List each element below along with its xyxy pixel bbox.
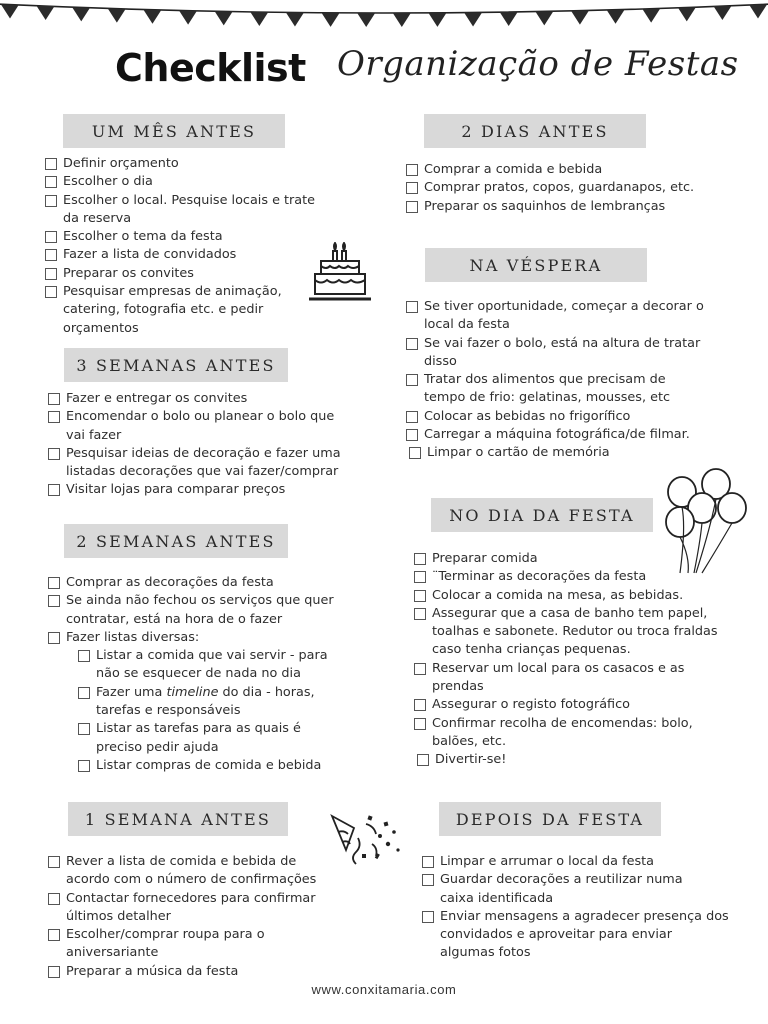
checklist-item[interactable]: Limpar e arrumar o local da festa <box>422 853 742 871</box>
section-header-depois: DEPOIS DA FESTA <box>439 802 661 836</box>
checkbox[interactable] <box>406 338 418 350</box>
checkbox[interactable] <box>48 393 60 405</box>
checkbox[interactable] <box>414 553 426 565</box>
checklist-item[interactable]: Comprar a comida e bebida <box>406 161 736 179</box>
checkbox[interactable] <box>414 608 426 620</box>
checklist-dia-festa <box>414 550 744 770</box>
bunting-flag <box>678 7 696 21</box>
checkbox[interactable] <box>414 590 426 602</box>
bunting-flag <box>143 10 161 24</box>
page-title: Checklist <box>115 46 306 90</box>
checkbox[interactable] <box>78 687 90 699</box>
checklist-item[interactable]: Tratar dos alimentos que precisam de tempo de frio: gelatinas, mousses, etc <box>406 371 736 408</box>
checkbox[interactable] <box>45 158 57 170</box>
bunting-icon <box>0 0 768 40</box>
bunting-flag <box>1 4 19 18</box>
bunting-flag <box>215 11 233 25</box>
checkbox[interactable] <box>45 249 57 261</box>
bunting-flag <box>108 9 126 23</box>
checklist-item[interactable]: Preparar os saquinhos de lembranças <box>406 198 736 216</box>
section-header-um-mes: UM MÊS ANTES <box>63 114 285 148</box>
checklist-item[interactable]: Limpar o cartão de memória <box>406 444 736 462</box>
checklist-item[interactable]: Fazer listas diversas: <box>48 629 366 647</box>
footer-url: www.conxitamaria.com <box>311 982 457 997</box>
checklist-item[interactable]: Definir orçamento <box>45 155 335 173</box>
checkbox[interactable] <box>48 411 60 423</box>
checklist-item[interactable]: ¨Terminar as decorações da festa <box>414 568 744 586</box>
section-header-dia-festa: NO DIA DA FESTA <box>431 498 653 532</box>
checklist-3-semanas <box>48 390 366 500</box>
checklist-subitem[interactable]: Listar compras de comida e bebida <box>48 757 366 775</box>
checklist-subitem[interactable]: Listar a comida que vai servir - para não se esquecer de nada no dia <box>48 647 366 684</box>
checklist-item[interactable]: Fazer a lista de convidados <box>45 246 335 264</box>
checkbox[interactable] <box>48 595 60 607</box>
checkbox[interactable] <box>48 929 60 941</box>
section-header-3-semanas: 3 SEMANAS ANTES <box>64 348 288 382</box>
checkbox[interactable] <box>414 663 426 675</box>
checkbox[interactable] <box>45 176 57 188</box>
checklist-item[interactable]: Guardar decorações a reutilizar numa caixa identificada <box>422 871 742 908</box>
bunting-flag <box>607 10 625 24</box>
checkbox[interactable] <box>45 286 57 298</box>
bunting-flag <box>642 9 660 23</box>
checklist-item[interactable]: Pesquisar ideias de decoração e fazer uma listadas decorações que vai fazer/comprar <box>48 445 366 482</box>
checkbox[interactable] <box>48 632 60 644</box>
checklist-item[interactable]: Encomendar o bolo ou planear o bolo que vai fazer <box>48 408 366 445</box>
section-header-vespera: NA VÉSPERA <box>425 248 647 282</box>
checklist-item[interactable]: Escolher o tema da festa <box>45 228 335 246</box>
checklist-item[interactable]: Preparar os convites <box>45 265 335 283</box>
checkbox[interactable] <box>45 268 57 280</box>
bunting-flag <box>72 7 90 21</box>
checkbox[interactable] <box>48 893 60 905</box>
checkbox[interactable] <box>48 448 60 460</box>
birthday-cake-icon <box>305 242 375 306</box>
checklist-um-mes <box>45 155 335 338</box>
checklist-item[interactable]: Fazer e entregar os convites <box>48 390 366 408</box>
checkbox[interactable] <box>406 374 418 386</box>
checkbox[interactable] <box>406 201 418 213</box>
checklist-item[interactable]: Rever a lista de comida e bebida de acordo com o número de confirmações <box>48 853 348 890</box>
checklist-2-dias <box>406 161 736 216</box>
checkbox[interactable] <box>48 484 60 496</box>
checklist-item[interactable]: Comprar as decorações da festa <box>48 574 366 592</box>
checkbox[interactable] <box>45 231 57 243</box>
checkbox[interactable] <box>406 182 418 194</box>
checkbox[interactable] <box>414 699 426 711</box>
bunting-flag <box>322 13 340 27</box>
checklist-item[interactable]: Carregar a máquina fotográfica/de filmar. <box>406 426 736 444</box>
checkbox[interactable] <box>422 856 434 868</box>
checkbox[interactable] <box>422 874 434 886</box>
checklist-depois <box>422 853 742 963</box>
bunting-flag <box>500 12 518 26</box>
checklist-vespera <box>406 298 736 463</box>
checkbox[interactable] <box>422 911 434 923</box>
checkbox[interactable] <box>406 429 418 441</box>
checklist-subitem[interactable]: Fazer uma timeline do dia - horas, tarefas e responsáveis <box>48 684 366 721</box>
checklist-item[interactable]: Pesquisar empresas de animação, catering, fotografia etc. e pedir orçamentos <box>45 283 335 338</box>
bunting-flag <box>179 11 197 25</box>
checklist-item[interactable]: Se tiver oportunidade, começar a decorar o local da festa <box>406 298 736 335</box>
checkbox[interactable] <box>406 411 418 423</box>
checklist-item[interactable]: Preparar comida <box>414 550 744 568</box>
bunting-flag <box>749 4 767 18</box>
checklist-item[interactable]: Preparar a música da festa <box>48 963 348 981</box>
checkbox[interactable] <box>414 718 426 730</box>
section-header-2-dias: 2 DIAS ANTES <box>424 114 646 148</box>
checkbox[interactable] <box>48 856 60 868</box>
checklist-item[interactable]: Se ainda não fechou os serviços que quer contratar, está na hora de o fazer <box>48 592 366 629</box>
bunting-flag <box>250 12 268 26</box>
checkbox[interactable] <box>48 966 60 978</box>
bunting-flag <box>37 6 55 20</box>
checkbox[interactable] <box>414 571 426 583</box>
checklist-item[interactable]: Enviar mensagens a agradecer presença dos convidados e aproveitar para enviar algumas fotos <box>422 908 742 963</box>
checkbox[interactable] <box>406 164 418 176</box>
checklist-item[interactable]: Assegurar o registo fotográfico <box>414 696 744 714</box>
checklist-item[interactable]: Escolher o local. Pesquise locais e trate da reserva <box>45 192 335 229</box>
checklist-subitem[interactable]: Listar as tarefas para as quais é preciso pedir ajuda <box>48 720 366 757</box>
section-header-1-semana: 1 SEMANA ANTES <box>68 802 288 836</box>
checklist-item[interactable]: Confirmar recolha de encomendas: bolo, balões, etc. <box>414 715 744 752</box>
checklist-1-semana <box>48 853 348 981</box>
checkbox[interactable] <box>406 301 418 313</box>
bunting-flag <box>357 13 375 27</box>
checklist-item[interactable]: Assegurar que a casa de banho tem papel, toalhas e sabonete. Redutor ou troca fraldas caso tenha crianças pequenas. <box>414 605 744 660</box>
bunting-flag <box>571 11 589 25</box>
bunting-flag <box>464 13 482 27</box>
bunting-flag <box>286 13 304 27</box>
page-subtitle: Organização de Festas <box>337 44 739 84</box>
checklist-item[interactable]: Escolher o dia <box>45 173 335 191</box>
bunting-flag <box>535 11 553 25</box>
checklist-item[interactable]: Contactar fornecedores para confirmar últimos detalher <box>48 890 348 927</box>
checkbox[interactable] <box>78 650 90 662</box>
checkbox[interactable] <box>78 760 90 772</box>
checkbox[interactable] <box>417 754 429 766</box>
checklist-item[interactable]: Colocar a comida na mesa, as bebidas. <box>414 587 744 605</box>
checklist-item[interactable]: Escolher/comprar roupa para o aniversariante <box>48 926 348 963</box>
checklist-item[interactable]: Divertir-se! <box>414 751 744 769</box>
checkbox[interactable] <box>45 195 57 207</box>
checklist-item[interactable]: Colocar as bebidas no frigorífico <box>406 408 736 426</box>
bunting-flag <box>393 13 411 27</box>
checkbox[interactable] <box>409 447 421 459</box>
checkbox[interactable] <box>48 577 60 589</box>
checklist-item[interactable]: Comprar pratos, copos, guardanapos, etc. <box>406 179 736 197</box>
checklist-item[interactable]: Se vai fazer o bolo, está na altura de tratar disso <box>406 335 736 372</box>
checkbox[interactable] <box>78 723 90 735</box>
checklist-2-semanas <box>48 574 366 775</box>
bunting-flag <box>713 6 731 20</box>
bunting-flag <box>428 13 446 27</box>
checklist-item[interactable]: Reservar um local para os casacos e as prendas <box>414 660 744 697</box>
section-header-2-semanas: 2 SEMANAS ANTES <box>64 524 288 558</box>
checklist-item[interactable]: Visitar lojas para comparar preços <box>48 481 366 499</box>
